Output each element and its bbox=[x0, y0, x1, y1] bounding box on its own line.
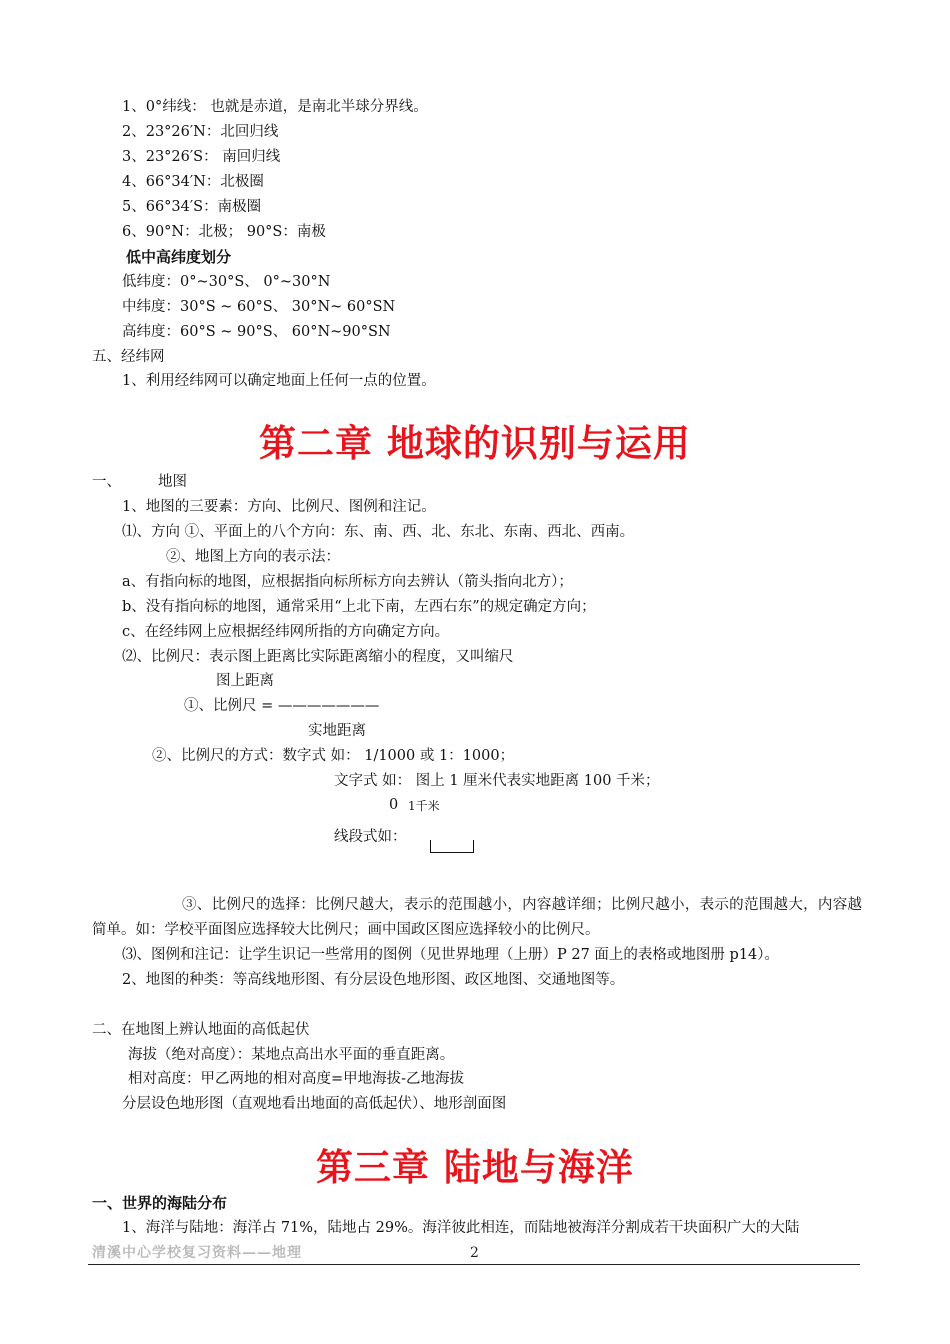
scale-bar-zero: 0 bbox=[389, 797, 399, 813]
ch2-line-numeric-scale: ②、比例尺的方式：数字式 如： 1/1000 或 1：1000； bbox=[152, 748, 515, 764]
line-equator: 1、0°纬线： 也就是赤道，是南北半球分界线。 bbox=[122, 99, 428, 115]
ch2-line-map-types: 2、地图的种类：等高线地形图、有分层设色地形图、政区地图、交通地图等。 bbox=[122, 972, 625, 988]
ch2-line-direction-methods: ②、地图上方向的表示法： bbox=[166, 549, 340, 565]
chapter-2-title: 第二章 地球的识别与运用 bbox=[259, 421, 691, 465]
ch2-line-layered-map: 分层设色地形图（直观地看出地面的高低起伏）、地形剖面图 bbox=[122, 1096, 507, 1112]
ch2-line-graphic-scale: 线段式如： bbox=[334, 829, 407, 845]
ch3-section1-title: 一、世界的海陆分布 bbox=[92, 1194, 228, 1212]
ch2-line-b: b、没有指向标的地图，通常采用“上北下南，左西右东”的规定确定方向； bbox=[122, 599, 596, 615]
ch2-section2-title: 二、在地图上辨认地面的高低起伏 bbox=[92, 1022, 310, 1038]
ch2-line-directions: ⑴、方向 ①、平面上的八个方向：东、南、西、北、东北、东南、西北、西南。 bbox=[122, 524, 635, 540]
ch2-line-a: a、有指向标的地图，应根据指向标所标方向去辨认（箭头指向北方）； bbox=[122, 574, 573, 590]
scale-bar-km-label: 1千米 bbox=[408, 799, 440, 813]
line-antarctic-circle: 5、66°34′S：南极圈 bbox=[122, 199, 262, 215]
ch2-section1-title: 地图 bbox=[158, 474, 187, 490]
page-number: 2 bbox=[470, 1245, 479, 1261]
ch2-section1-num: 一、 bbox=[92, 474, 121, 490]
ch2-line-c: c、在经纬网上应根据经纬网所指的方向确定方向。 bbox=[122, 624, 450, 640]
footer-school-label: 清溪中心学校复习资料——地理 bbox=[92, 1245, 302, 1261]
scale-fraction-denominator: 实地距离 bbox=[308, 723, 366, 739]
ch2-paragraph-scale-choice: ③、比例尺的选择：比例尺越大，表示的范围越小，内容越详细；比例尺越小，表示的范围越大，内容越简单。如：学校平面图应选择较大比例尺；画中国政区图应选择较小的比例尺。 bbox=[92, 897, 862, 938]
ch2-line-scale-definition: ⑵、比例尺：表示图上距离比实际距离缩小的程度，又叫缩尺 bbox=[122, 649, 514, 665]
mid-latitude-line: 中纬度：30°S ~ 60°S、 30°N~ 60°SN bbox=[122, 299, 396, 315]
scale-fraction-formula: ①、比例尺 = ——————— bbox=[184, 698, 380, 714]
low-latitude-line: 低纬度：0°~30°S、 0°~30°N bbox=[122, 274, 331, 290]
line-tropic-cancer: 2、23°26′N：北回归线 bbox=[122, 124, 279, 140]
ch2-line-text-scale: 文字式 如： 图上 1 厘米代表实地距离 100 千米； bbox=[334, 773, 660, 789]
ch2-line-legend: ⑶、图例和注记：让学生识记一些常用的图例（见世界地理（上册）P 27 面上的表格或地图册 p14）。 bbox=[122, 947, 780, 963]
ch2-line-altitude: 海拔（绝对高度）：某地点高出水平面的垂直距离。 bbox=[128, 1047, 455, 1063]
high-latitude-line: 高纬度：60°S ~ 90°S、 60°N~90°SN bbox=[122, 324, 391, 340]
section-five-item: 1、利用经纬网可以确定地面上任何一点的位置。 bbox=[122, 373, 436, 389]
ch2-line-relative-height: 相对高度：甲乙两地的相对高度=甲地海拔-乙地海拔 bbox=[128, 1071, 465, 1087]
latitude-heading: 低中高纬度划分 bbox=[126, 248, 232, 266]
scale-bar-graphic bbox=[430, 840, 474, 853]
line-poles: 6、90°N：北极； 90°S：南极 bbox=[122, 224, 326, 240]
ch2-line-map-elements: 1、地图的三要素：方向、比例尺、图例和注记。 bbox=[122, 499, 436, 515]
scale-fraction-numerator: 图上距离 bbox=[216, 673, 274, 689]
line-arctic-circle: 4、66°34′N：北极圈 bbox=[122, 174, 264, 190]
line-tropic-capricorn: 3、23°26′S： 南回归线 bbox=[122, 149, 281, 165]
chapter-3-title: 第三章 陆地与海洋 bbox=[316, 1145, 634, 1189]
ch3-line-land-sea: 1、海洋与陆地：海洋占 71%，陆地占 29%。海洋彼此相连，而陆地被海洋分割成若干块面积广大的大陆 bbox=[122, 1220, 800, 1236]
section-five-heading: 五、经纬网 bbox=[92, 349, 165, 365]
footer-divider bbox=[88, 1264, 860, 1265]
